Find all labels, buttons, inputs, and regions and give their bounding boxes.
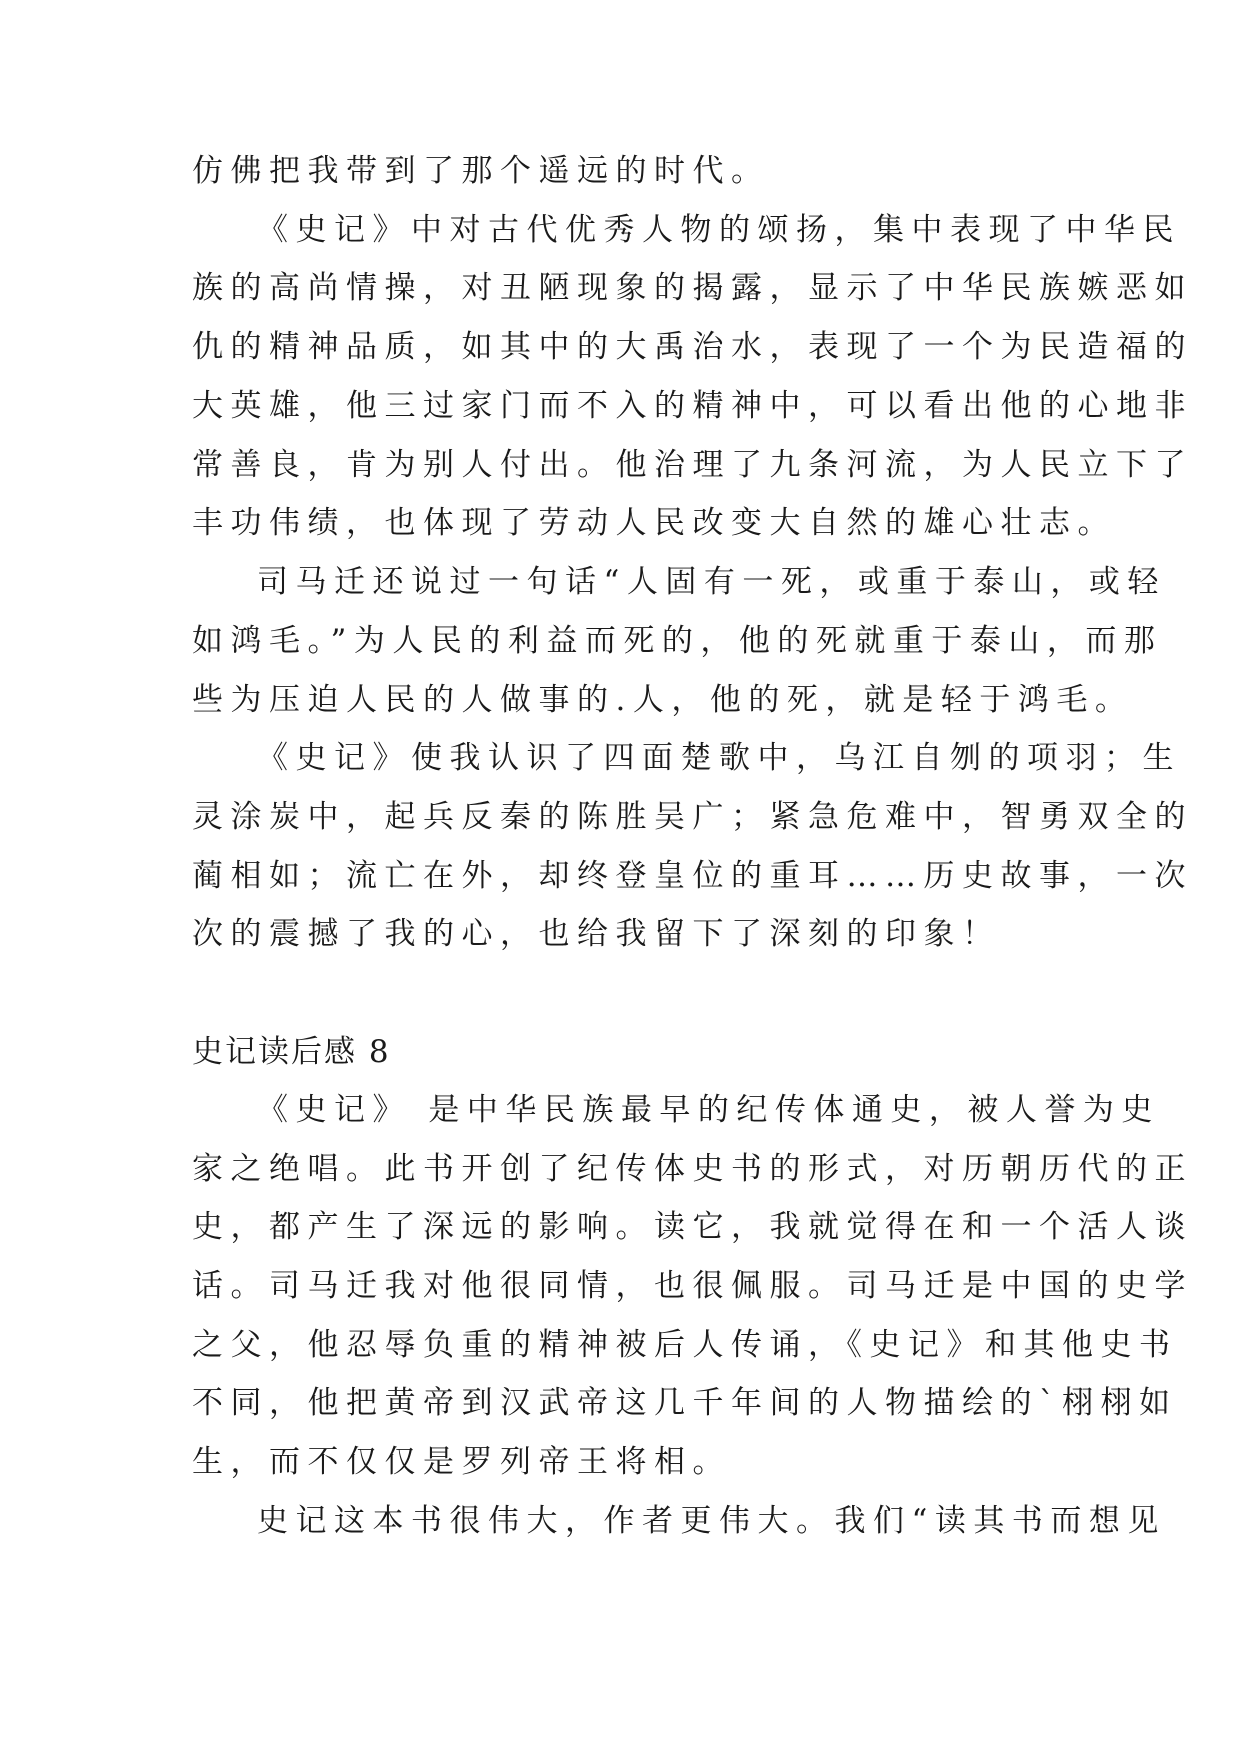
- section-heading: 史记读后感 8: [192, 1034, 391, 1070]
- text-line: 仿佛把我带到了那个遥远的时代。: [192, 153, 770, 189]
- text-line: 次的震撼了我的心，也给我留下了深刻的印象！: [192, 916, 1001, 952]
- text-line: 史，都产生了深远的影响。读它，我就觉得在和一个活人谈: [192, 1209, 1193, 1245]
- text-line: 丰功伟绩，也体现了劳动人民改变大自然的雄心壮志。: [192, 505, 1116, 541]
- text-line: 仇的精神品质，如其中的大禹治水，表现了一个为民造福的: [192, 329, 1193, 365]
- text-line: 之父，他忍辱负重的精神被后人传诵，《史记》和其他史书: [192, 1327, 1178, 1363]
- text-line: 家之绝唱。此书开创了纪传体史书的形式，对历朝历代的正: [192, 1151, 1193, 1187]
- text-line: 族的高尚情操，对丑陋现象的揭露，显示了中华民族嫉恶如: [192, 270, 1193, 306]
- text-line: 话。司马迁我对他很同情，也很佩服。司马迁是中国的史学: [192, 1268, 1193, 1304]
- text-line: 生，而不仅仅是罗列帝王将相。: [192, 1444, 731, 1480]
- text-line: 《史记》中对古代优秀人物的颂扬，集中表现了中华民: [257, 212, 1181, 248]
- text-line: 《史记》使我认识了四面楚歌中，乌江自刎的项羽；生: [257, 740, 1181, 776]
- text-line: 蔺相如；流亡在外，却终登皇位的重耳……历史故事，一次: [192, 858, 1193, 894]
- text-line: 《史记》 是中华民族最早的纪传体通史，被人誉为史: [257, 1092, 1160, 1128]
- text-line: 不同，他把黄帝到汉武帝这几千年间的人物描绘的`栩栩如: [192, 1385, 1178, 1421]
- text-line: 灵涂炭中，起兵反秦的陈胜吴广；紧急危难中，智勇双全的: [192, 799, 1193, 835]
- text-line: 史记这本书很伟大，作者更伟大。我们“读其书而想见: [257, 1503, 1166, 1539]
- text-line: 大英雄，他三过家门而不入的精神中，可以看出他的心地非: [192, 388, 1193, 424]
- text-line: 司马迁还说过一句话“人固有一死，或重于泰山，或轻: [257, 564, 1166, 600]
- text-line: 常善良，肯为别人付出。他治理了九条河流，为人民立下了: [192, 447, 1193, 483]
- text-line: 如鸿毛。”为人民的利益而死的，他的死就重于泰山，而那: [192, 623, 1163, 659]
- text-line: 些为压迫人民的人做事的.人，他的死，就是轻于鸿毛。: [192, 682, 1134, 718]
